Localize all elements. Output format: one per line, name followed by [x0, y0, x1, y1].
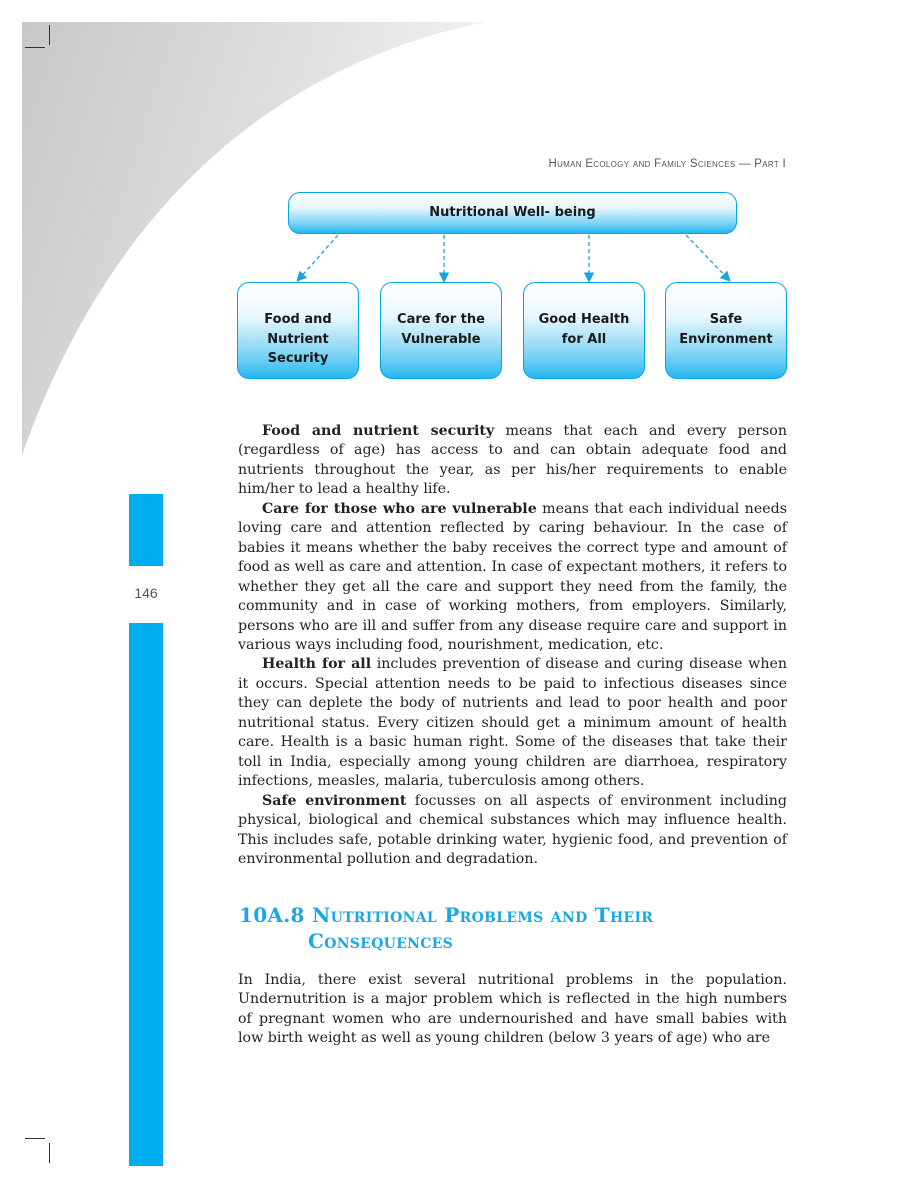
node-label-line: for All	[561, 331, 607, 347]
node-label-line: Food and	[264, 312, 332, 327]
paragraph-text: means that each individual needs loving care and attention reflected by caring behaviour. In the case of babies it means whether the baby receives the correct type and amount of food as well as care and attention. In case of expectant mothers, it refers to whether they get all the care and support they need from the family, the community and in case of working mothers, from employers. Similarly, persons who are ill and suffer from any disease require care and support in various ways including food, nourishment, medication, etc.	[238, 500, 787, 653]
term: Care for those who are vulnerable	[262, 500, 537, 517]
node-label-line: Safe	[709, 312, 743, 327]
crop-mark	[49, 1143, 50, 1163]
node-label-line: Vulnerable	[401, 331, 481, 347]
node-label-line: Security	[267, 351, 329, 366]
sidebar-bar-top	[129, 494, 163, 566]
section-title-line1: Nutritional Problems and Their	[312, 903, 654, 927]
node-label: Nutritional Well- being	[429, 205, 596, 221]
term: Health for all	[262, 656, 372, 673]
term: Safe environment	[262, 792, 407, 809]
paragraph-text: means that each and every person (regardless of age) has access to and can obtain adequate food and nutrients throughout the year, as per his/her requirements to enable him/her to lead a healthy life.	[238, 423, 787, 498]
section-number: 10A.8	[239, 903, 305, 927]
node-label-line: Nutrient	[267, 331, 329, 347]
diagram-node-care-vulnerable	[380, 282, 502, 379]
arrow-to-food-security	[299, 235, 338, 279]
paragraph-nutritional-problems: In India, there exist several nutritional problems in the population. Undernutrition is a major problem which is reflected in the high numbers of pregnant women who are undernourished and have small babies with low birth weight as well as young children (below 3 years of age) who are	[238, 972, 787, 1047]
diagram-node-food-nutrient-security	[237, 282, 359, 379]
section-body-text	[238, 971, 787, 1049]
paragraph-food-security	[238, 422, 787, 500]
section-title-line2: Consequences	[308, 929, 454, 953]
diagram-node-safe-environment	[665, 282, 787, 379]
node-label-line: Care for the	[397, 312, 485, 327]
page-number: 146	[134, 585, 158, 601]
paragraph-safe-environment	[238, 792, 787, 870]
diagram-node-nutritional-wellbeing	[288, 192, 737, 234]
node-label-line: Good Health	[538, 312, 630, 327]
body-text	[238, 422, 787, 869]
section-heading	[239, 902, 799, 954]
diagram-node-good-health	[523, 282, 645, 379]
paragraph-text: includes prevention of disease and curing disease when it occurs. Special attention needs to be paid to infectious diseases since they can deplete the body of nutrients and lead to poor health and poor nutritional status. Every citizen should get a minimum amount of health care. Health is a basic human right. Some of the diseases that take their toll in India, especially among young children are diarrhoea, respiratory infections, measles, malaria, tuberculosis among others.	[238, 656, 787, 790]
node-label-line: Environment	[679, 331, 773, 347]
arrow-to-safe-environment	[686, 235, 728, 279]
term: Food and nutrient security	[262, 423, 495, 439]
crop-mark	[25, 1138, 45, 1139]
paragraph-care-vulnerable	[238, 500, 787, 656]
paragraph-text: focusses on all aspects of environment including physical, biological and chemical substances which may influence health. This includes safe, potable drinking water, hygienic food, and prevention of environmental pollution and degradation.	[238, 792, 787, 867]
sidebar-bar-bottom	[129, 623, 163, 1166]
paragraph-health-for-all	[238, 655, 787, 791]
running-head: Human Ecology and Family Sciences — Part I	[548, 158, 786, 170]
